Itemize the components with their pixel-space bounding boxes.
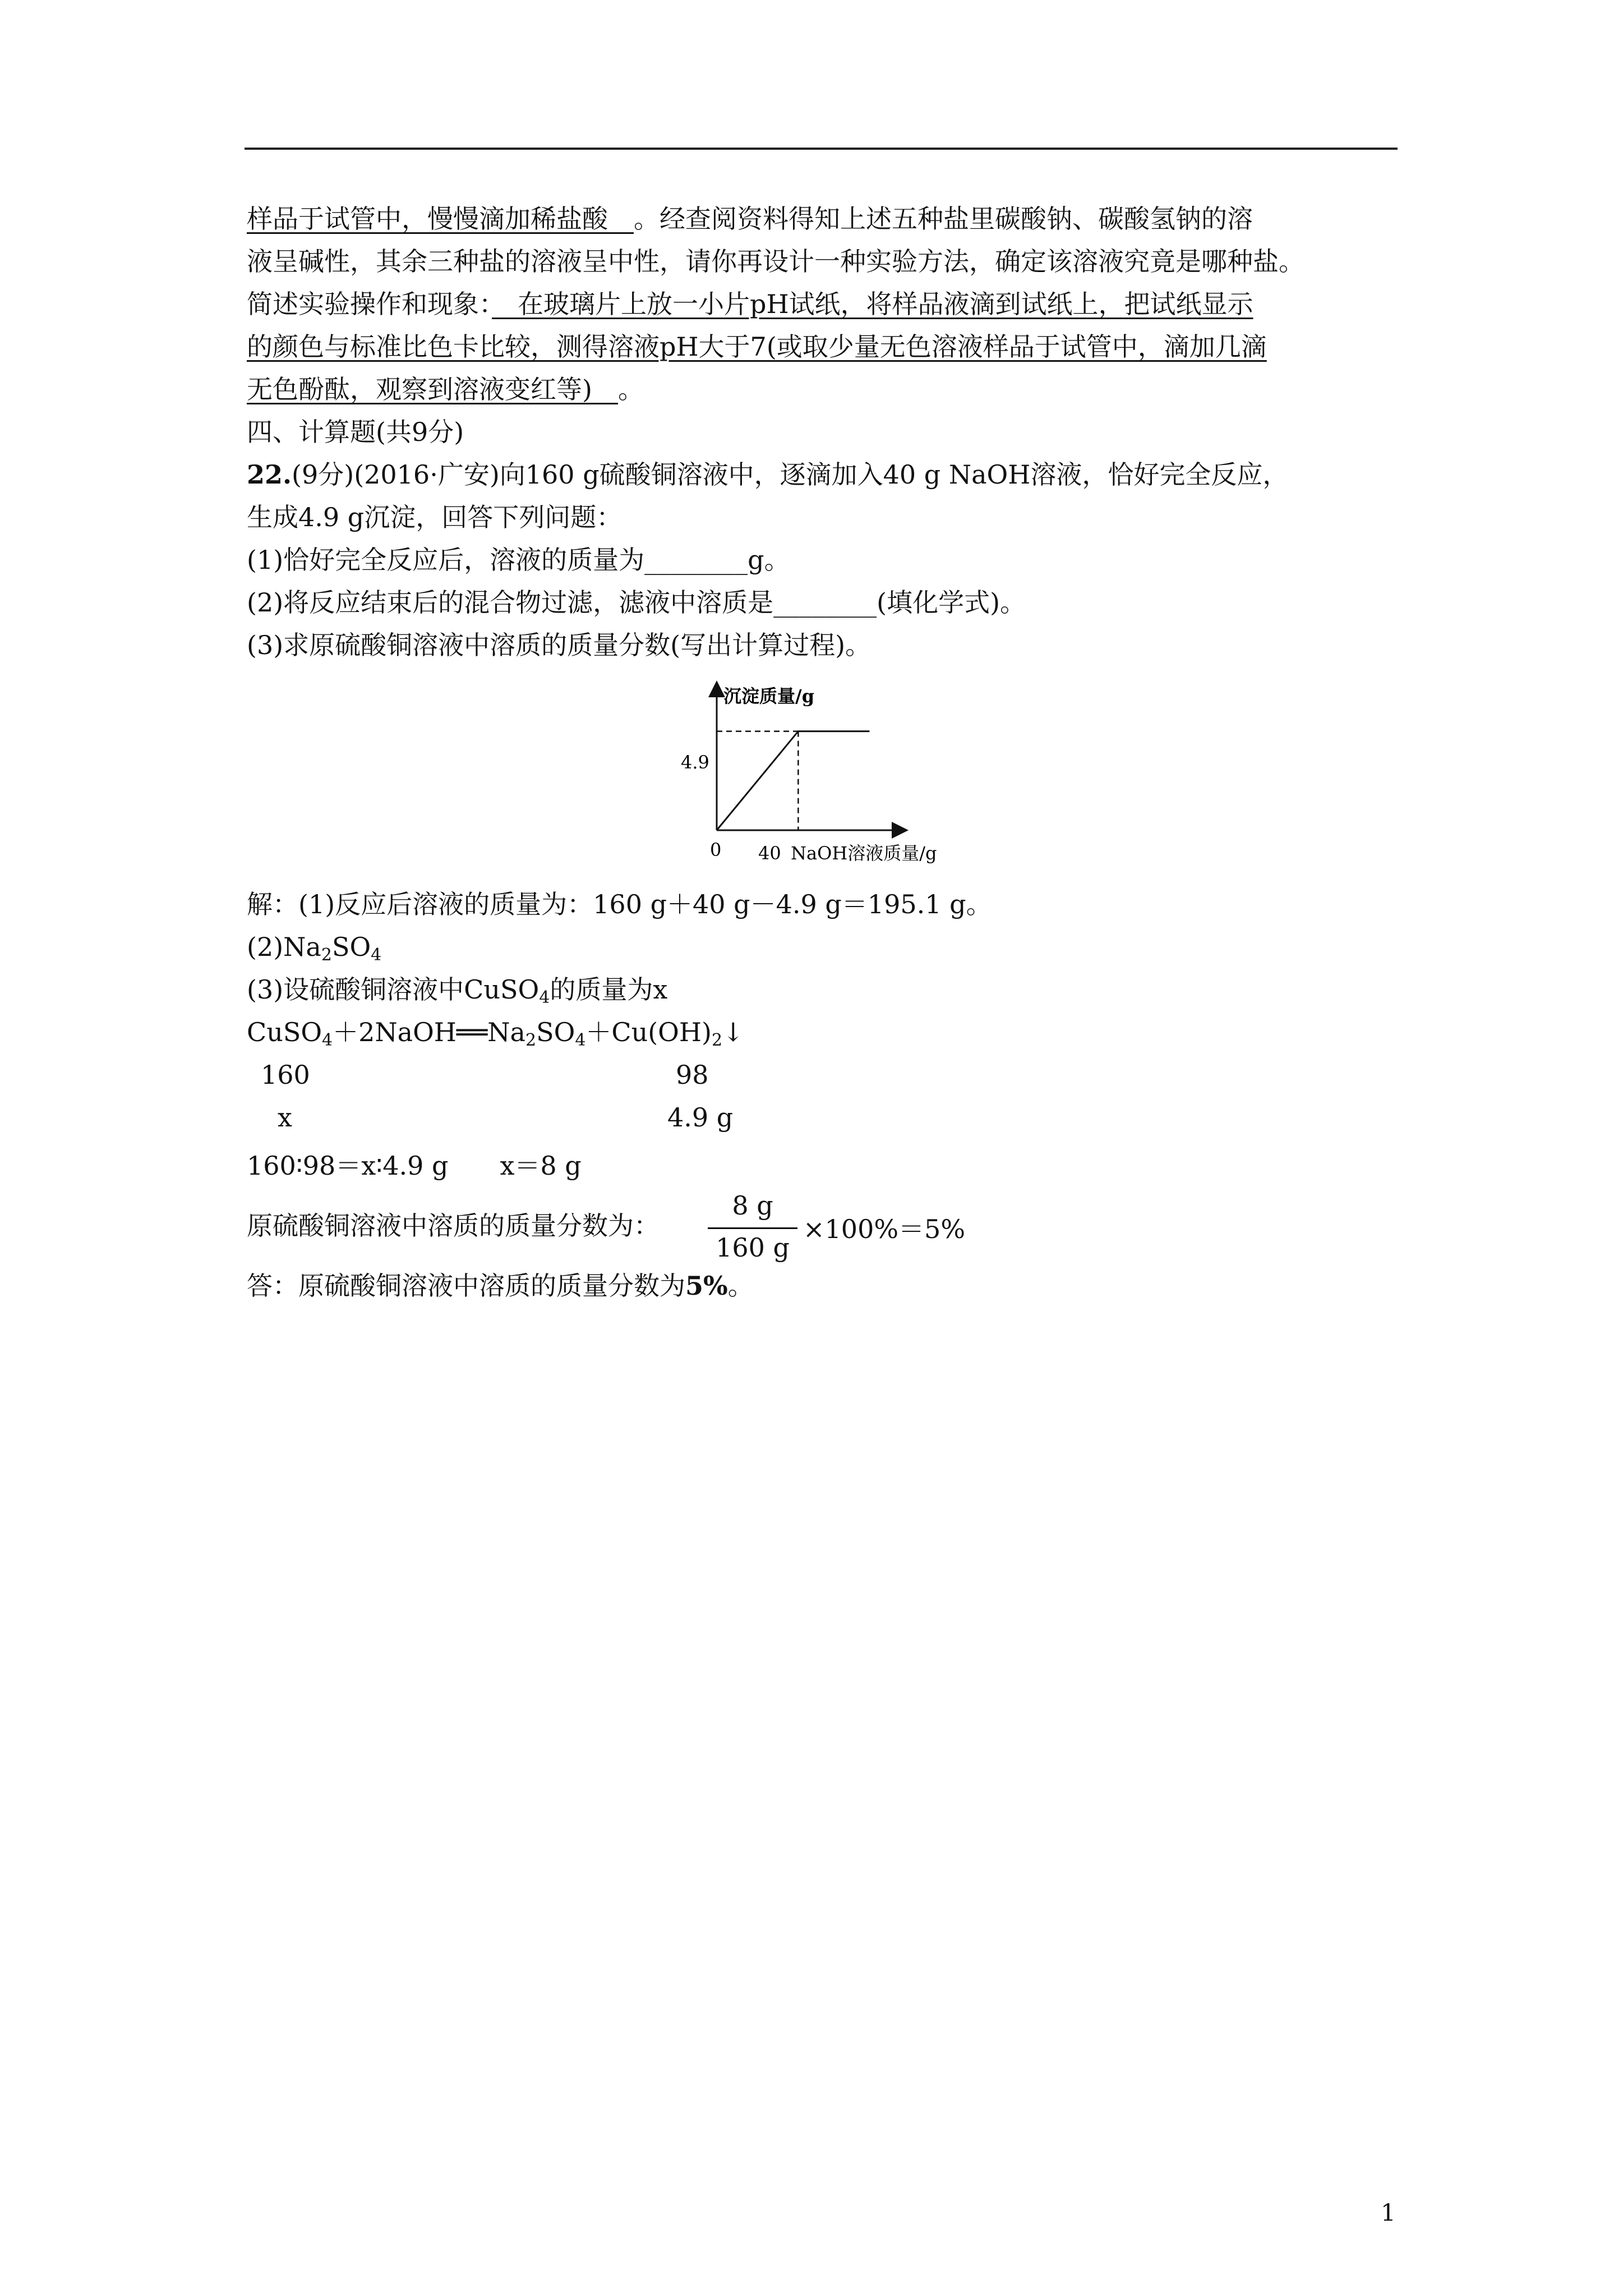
origin-label: 0 xyxy=(710,839,722,861)
question-line: 22.(9分)(2016·广安)向160 g硫酸铜溶液中，逐滴加入40 g NaOH溶液，恰好完全反应， xyxy=(247,459,1289,490)
fraction-bar xyxy=(708,1227,797,1229)
solution-line-1: 解：(1)反应后溶液的质量为：160 g＋40 g－4.9 g＝195.1 g。 xyxy=(247,889,992,919)
sub-question-3: (3)求原硫酸铜溶液中溶质的质量分数(写出计算过程)。 xyxy=(247,630,872,660)
answer-line: 答：原硫酸铜溶液中溶质的质量分数为5%。 xyxy=(247,1271,754,1301)
precipitate-mass: 4.9 g xyxy=(667,1102,734,1133)
solution-line-2: $(2)Na_2SO_4$ xyxy=(247,932,382,965)
fraction-suffix: ×100%＝5% xyxy=(803,1214,966,1244)
text-line: 液呈碱性，其余三种盐的溶液呈中性，请你再设计一种实验方法，确定该溶液究竟是哪种盐。 xyxy=(247,246,1304,277)
underlined-answer: 在玻璃片上放一小片pH试纸，将样品液滴到试纸上，把试纸显示 xyxy=(492,289,1253,319)
page-number: 1 xyxy=(1381,2199,1396,2226)
question-number: 22. xyxy=(247,459,292,490)
header-rule xyxy=(245,148,1398,150)
y-tick-label: 4.9 xyxy=(681,752,709,773)
chemical-equation: $CuSO_4+2NaOH══Na_2SO_4+Cu(OH)_2↓$ xyxy=(247,1017,744,1050)
text-line: 样品于试管中，慢慢滴加稀盐酸 。经查阅资料得知上述五种盐里碳酸钠、碳酸氢钠的溶 xyxy=(247,204,1253,234)
proportion-line: 160∶98＝x∶4.9 g x＝8 g xyxy=(247,1151,582,1181)
sub-question-2: (2)将反应结束后的混合物过滤，滤液中溶质是________(填化学式)。 xyxy=(247,587,1026,618)
data-series-line xyxy=(717,731,870,830)
fraction xyxy=(708,1190,797,1263)
x-axis-label: NaOH溶液质量/g xyxy=(791,843,937,864)
sub-question-1: (1)恰好完全反应后，溶液的质量为________g。 xyxy=(247,545,790,575)
molar-mass-cuoh2: 98 xyxy=(676,1060,709,1090)
solution-line-3: (3)设硫酸铜溶液中CuSO$_4$的质量为x xyxy=(247,974,668,1007)
text-line xyxy=(247,330,1267,364)
fraction-prefix: 原硫酸铜溶液中溶质的质量分数为： xyxy=(247,1211,660,1241)
fraction-denominator: 160 g xyxy=(716,1232,790,1263)
text-line: 无色酚酞，观察到溶液变红等) 。 xyxy=(247,374,644,404)
underlined-answer: 样品于试管中，慢慢滴加稀盐酸 xyxy=(247,204,634,234)
molar-mass-cuso4: 160 xyxy=(261,1060,310,1090)
question-line: 生成4.9 g沉淀，回答下列问题： xyxy=(247,502,623,532)
fraction-numerator: 8 g xyxy=(732,1190,773,1221)
x-tick-label: 40 xyxy=(758,843,781,864)
section-heading: 四、计算题(共9分) xyxy=(247,417,464,447)
unknown-x: x xyxy=(278,1102,292,1133)
underlined-answer: 的颜色与标准比色卡比较，测得溶液pH大于7(或取少量无色溶液样品于试管中，滴加几滴 xyxy=(247,332,1267,362)
y-axis-label: 沉淀质量/g xyxy=(723,685,815,707)
underlined-answer: 无色酚酞，观察到溶液变红等) xyxy=(247,374,618,404)
precipitate-chart xyxy=(667,679,981,869)
text-line: 简述实验操作和现象： 在玻璃片上放一小片pH试纸，将样品液滴到试纸上，把试纸显示 xyxy=(247,289,1253,319)
